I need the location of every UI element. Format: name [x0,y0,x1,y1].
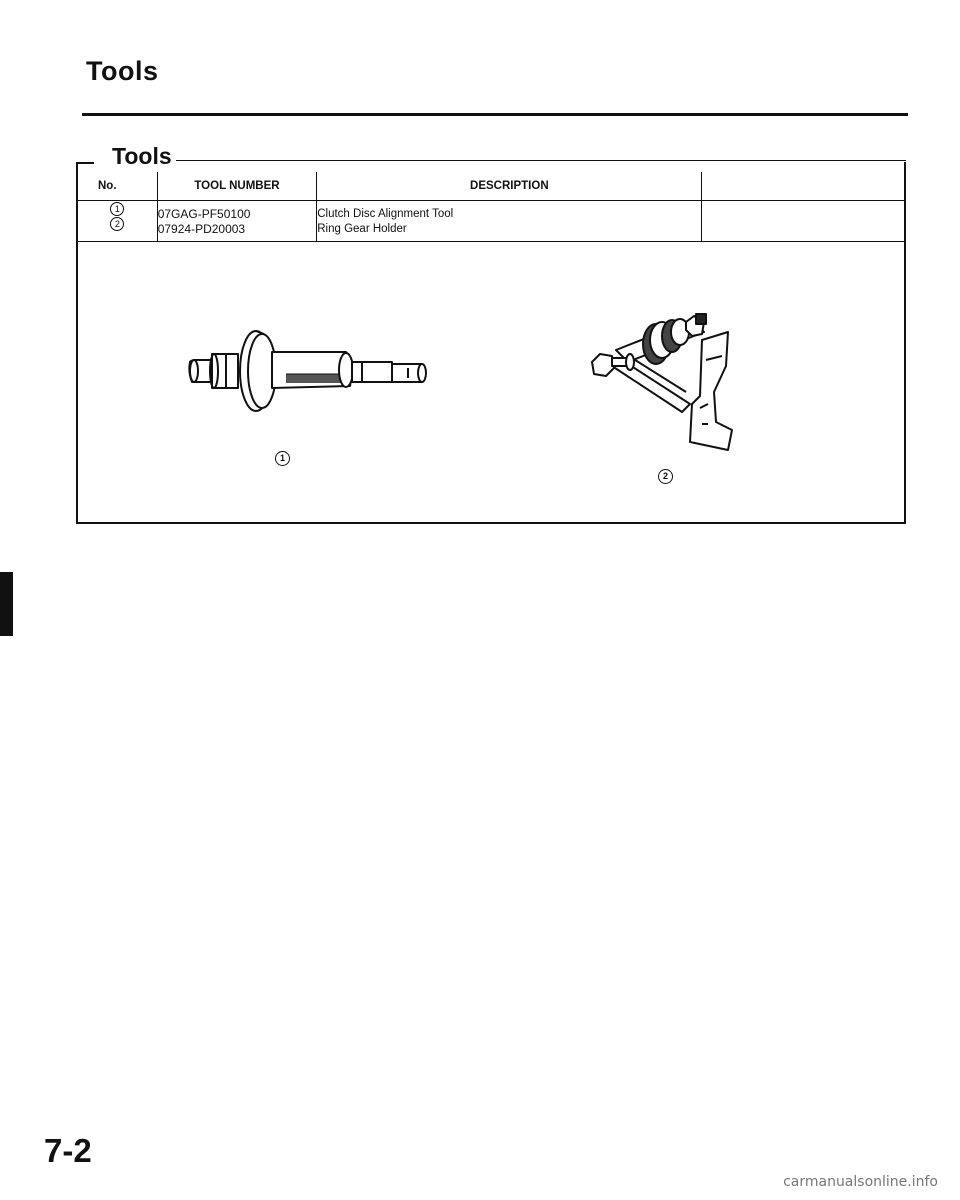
row-2-description: Ring Gear Holder [317,223,407,235]
row-2-tool-number: 07924-PD20003 [157,222,246,236]
col-header-tool-number: TOOL NUMBER [157,172,317,201]
table-header-row [78,172,904,201]
col-header-blank [702,172,904,201]
col-header-description: DESCRIPTION [317,172,702,201]
row-1-number: 1 [78,201,157,216]
title-divider [82,113,908,116]
figure-1-callout: 1 [275,451,290,466]
ring-gear-holder-illustration [582,300,742,460]
figure-2-callout: 2 [658,469,673,484]
watermark: carmanualsonline.info [783,1174,938,1190]
tools-table [78,172,904,242]
row-blank-cell [702,201,904,242]
row-1-description: Clutch Disc Alignment Tool [317,208,454,220]
section-tab-marker [0,572,13,636]
page-number: 7-2 [44,1132,92,1169]
table-row [78,201,904,242]
section-title: Tools [108,143,176,170]
frame-top-line [172,160,906,161]
alignment-tool-illustration [186,326,436,412]
row-2-number: 2 [78,216,157,231]
col-header-no: No. [78,172,157,201]
page-title: Tools [86,56,159,86]
row-1-tool-number: 07GAG-PF50100 [157,207,251,221]
